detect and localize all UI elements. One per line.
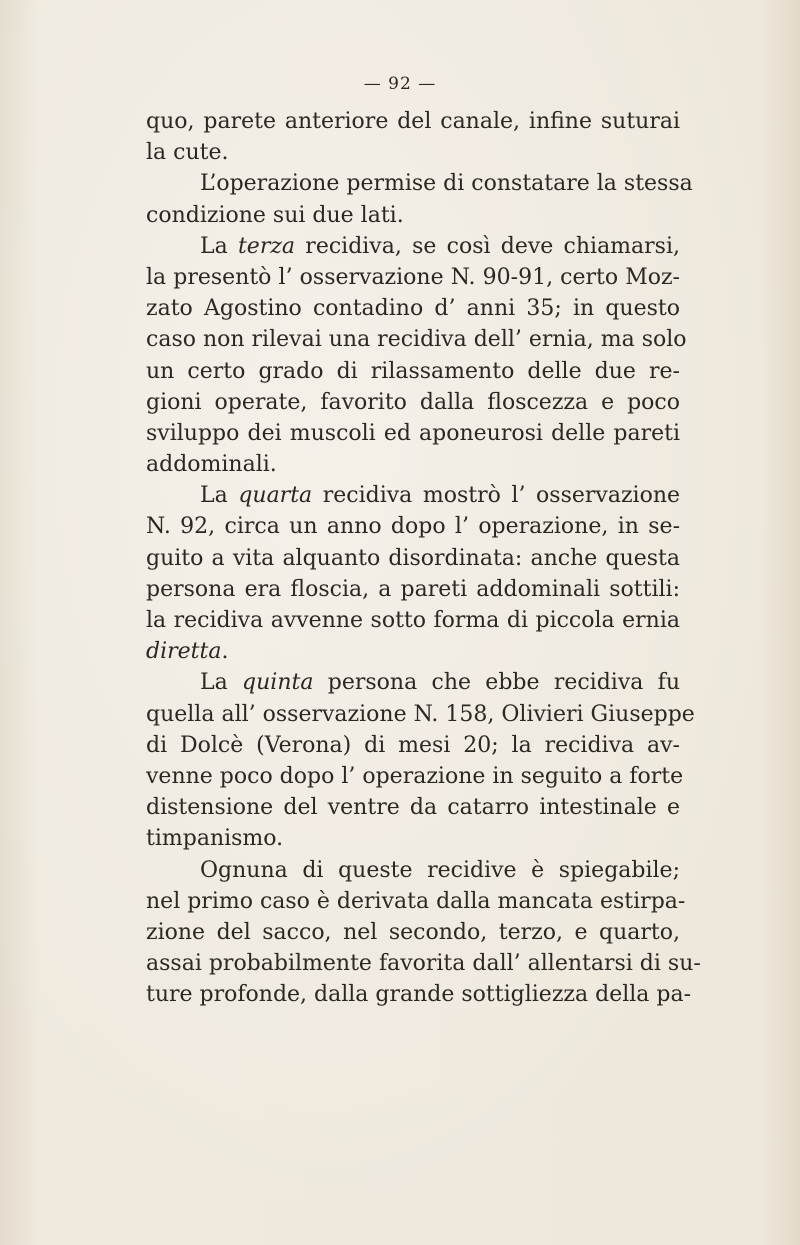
text-line: distensione del ventre da catarro intestinale e (146, 795, 680, 821)
body-text (146, 106, 701, 1010)
text-line: condizione sui due lati. (146, 202, 404, 228)
text-segment: . (221, 639, 229, 665)
text-line: caso non rilevai una recidiva dell’ ernia, ma solo (146, 327, 687, 353)
text-line: nel primo caso è derivata dalla mancata estirpa- (146, 888, 686, 914)
text-line: N. 92, circa un anno dopo l’ operazione, in se- (146, 514, 680, 540)
page-number: — 92 — (363, 74, 437, 94)
text-line: quo, parete anteriore del canale, infine suturai (146, 109, 680, 134)
text-segment: persona che ebbe recidiva fu (313, 670, 680, 696)
text-segment: recidiva, se così deve chiamarsi, (295, 233, 680, 259)
text-line: timpanismo. (146, 826, 284, 852)
text-line (146, 231, 680, 262)
text-line: sviluppo dei muscoli ed aponeurosi delle pareti (146, 420, 680, 446)
text-line: L’operazione permise di constatare la stessa (200, 171, 693, 197)
text-line: zato Agostino contadino d’ anni 35; in questo (146, 296, 680, 322)
text-line: quella all’ osservazione N. 158, Olivieri Giuseppe (146, 701, 695, 727)
text-line: la recidiva avvenne sotto forma di piccola ernia (146, 608, 680, 633)
text-line: venne poco dopo l’ operazione in seguito a forte (146, 763, 684, 789)
italic-term: quinta (242, 670, 314, 696)
text-line (146, 480, 680, 511)
text-line (146, 636, 680, 667)
text-line: gioni operate, favorito dalla floscezza e poco (146, 389, 680, 415)
italic-term: quarta (238, 483, 313, 509)
text-line: guito a vita alquanto disordinata: anche questa (146, 545, 680, 571)
text-segment: recidiva mostrò l’ osservazione (312, 483, 681, 509)
text-segment: La (200, 483, 239, 509)
text-line: persona era floscia, a pareti addominali sottili: (146, 576, 680, 602)
text-line: la presentò l’ osservazione N. 90-91, certo Moz- (146, 264, 680, 290)
text-line: un certo grado di rilassamento delle due re- (146, 358, 680, 384)
italic-term: diretta (146, 639, 222, 665)
italic-term: terza (237, 233, 296, 259)
text-line: Ognuna di queste recidive è spiegabile; (200, 857, 680, 883)
text-line: di Dolcè (Verona) di mesi 20; la recidiva av- (146, 732, 680, 758)
text-line: assai probabilmente favorita dall’ allentarsi di su- (146, 951, 701, 977)
text-line: ture profonde, dalla grande sottigliezza della pa- (146, 982, 692, 1008)
text-line: zione del sacco, nel secondo, terzo, e quarto, (146, 919, 680, 945)
text-segment: La (200, 670, 243, 696)
text-line: addominali. (146, 452, 277, 478)
text-line: la cute. (146, 140, 229, 166)
text-segment: La (200, 233, 238, 259)
text-line (146, 667, 680, 698)
